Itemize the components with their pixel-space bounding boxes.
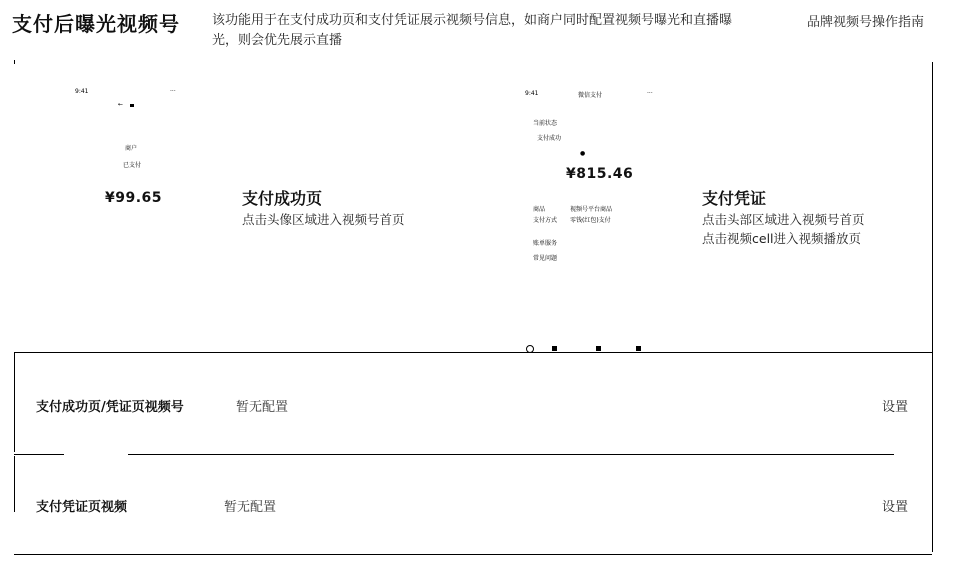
- merchant-name: 商户: [125, 145, 138, 152]
- success-section-title: 支付成功页: [242, 189, 323, 208]
- detail-val-1: 视频号平台商品: [570, 206, 613, 213]
- row-divider: [128, 454, 894, 455]
- status-time: 9:41: [75, 88, 89, 95]
- detail-key-1: 商品: [533, 206, 546, 213]
- success-price: ¥99.65: [105, 190, 163, 206]
- page-title: 支付后曝光视频号: [12, 12, 180, 36]
- detail-key-2: 支付方式: [533, 217, 558, 224]
- carousel-dot-3[interactable]: [596, 346, 601, 351]
- setting-row-2: [14, 456, 932, 554]
- row-right-border: [932, 352, 933, 552]
- setting-row-action[interactable]: 设置: [882, 500, 909, 515]
- setting-row-1: [14, 352, 932, 452]
- row-divider-left: [14, 454, 64, 455]
- detail-val-2: 零钱(红包)支付: [570, 217, 611, 224]
- success-section-desc: 点击头像区域进入视频号首页: [242, 212, 405, 227]
- voucher-price: ¥815.46: [566, 166, 634, 182]
- voucher-section-desc-1: 点击头部区域进入视频号首页: [702, 212, 865, 227]
- status-title: 微信支付: [578, 92, 603, 99]
- preview-right-border: [932, 62, 933, 352]
- setting-row-label: 支付凭证页视频: [36, 500, 128, 515]
- status-more: ···: [170, 88, 176, 95]
- setting-row-value: 暂无配置: [236, 400, 289, 415]
- setting-row-label: 支付成功页/凭证页视频号: [36, 400, 184, 415]
- frame-tick: [14, 60, 15, 64]
- merchant-sub: 已支付: [123, 162, 142, 169]
- voucher-section-desc-2: 点击视频cell进入视频播放页: [702, 231, 862, 246]
- setting-row-value: 暂无配置: [224, 500, 277, 515]
- back-icon: ←: [118, 101, 124, 108]
- video-avatar: ●: [580, 150, 586, 157]
- bottom-border: [14, 554, 932, 555]
- status-line1: 当前状态: [533, 120, 558, 127]
- extra-1: 账单服务: [533, 240, 558, 247]
- status-time: 9:41: [525, 90, 539, 97]
- carousel-dot-4[interactable]: [636, 346, 641, 351]
- feature-description: 该功能用于在支付成功页和支付凭证展示视频号信息，如商户同时配置视频号曝光和直播曝光，则会优先展示直播: [212, 13, 733, 48]
- voucher-section-title: 支付凭证: [702, 189, 767, 208]
- carousel-dot-2[interactable]: [552, 346, 557, 351]
- status-more: ···: [647, 90, 653, 97]
- setting-row-action[interactable]: 设置: [882, 400, 909, 415]
- extra-2: 常见问题: [533, 255, 558, 262]
- nav-mark: [130, 104, 134, 107]
- brand-guide-link[interactable]: 品牌视频号操作指南: [807, 15, 925, 30]
- status-line2: 支付成功: [537, 135, 562, 142]
